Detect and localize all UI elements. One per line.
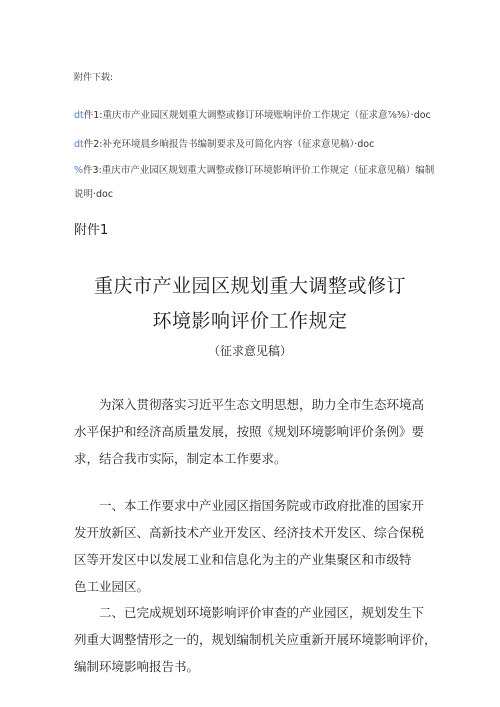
- body-text-line: 区等开发区中以发展工业和信息化为主的产业集聚区和市级特: [74, 552, 412, 567]
- annex-label: 附件1: [74, 223, 109, 238]
- body-text-line: 发开放新区、高新技术产业开发区、经济技术开发区、综合保税: [74, 525, 425, 540]
- attachment-link-3-continued[interactable]: [74, 186, 113, 200]
- body-text-line: 一、本工作要求中产业园区指国务院或市政府批准的国家开: [99, 498, 425, 513]
- attachment-link-text: 说明·doc: [74, 189, 114, 200]
- document-title-line-2: 环境影响评价工作规定: [152, 310, 348, 332]
- body-text-line: 求，结合我市实际，制定本工作要求。: [74, 451, 287, 466]
- attachment-link-2[interactable]: [74, 136, 374, 150]
- file-type-icon: %: [74, 165, 84, 176]
- document-title-line-1: 重庆市产业园区规划重大调整或修订: [93, 275, 406, 297]
- attachment-link-text: 件1:重庆市产业园区规划重大调整或修订环境账响评价工作规定（征求意⅞⅜）·doc: [83, 110, 431, 121]
- document-subtitle: （征求意见稿）: [207, 344, 292, 358]
- body-text-line: 为深入贯彻落实习近平生态文明思想，助力全市生态环境高: [99, 397, 425, 412]
- file-type-icon: dt: [74, 139, 84, 150]
- attachment-link-1[interactable]: [74, 107, 431, 121]
- attachment-link-text: 件3:重庆市产业园区规划重大调整或修订环境影响评价工作规定（征求意见稿）编制: [83, 165, 435, 176]
- body-text-line: 水平保护和经济高质量发展，按照《规划环境影响评价条例》要: [74, 424, 425, 439]
- attachments-heading: 附件下载:: [74, 73, 114, 83]
- file-type-icon: dt: [74, 110, 84, 121]
- attachment-link-3[interactable]: [74, 162, 434, 176]
- body-text-line: 二、已完成规划环境影响评价审查的产业园区，规划发生下: [99, 605, 425, 620]
- body-text-line: 色工业园区。: [74, 579, 150, 594]
- body-text-line: 列重大调整情形之一的，规划编制机关应重新开展环境影响评价，: [74, 632, 437, 647]
- body-text-line: 编制环境影响报告书。: [74, 659, 200, 674]
- attachment-link-text: 件2:补充环境晨乡晌报告书编制要求及可简化内容（征求意见稿）·doc: [83, 139, 375, 150]
